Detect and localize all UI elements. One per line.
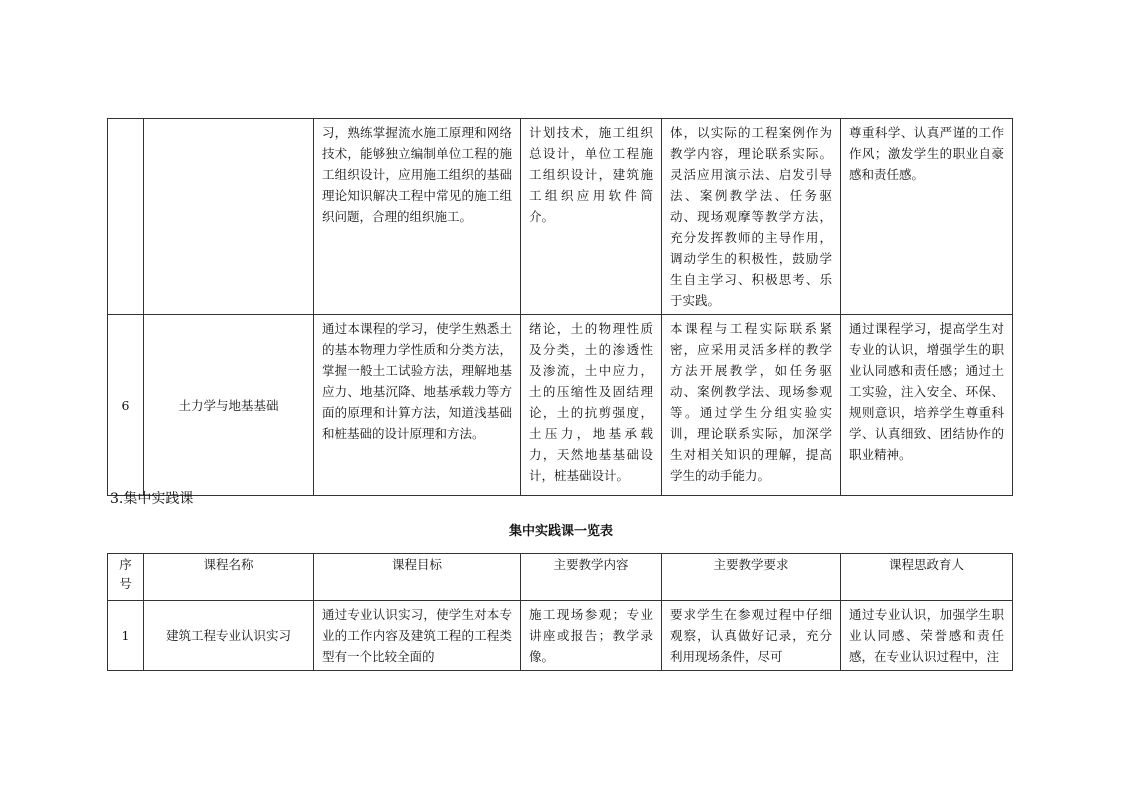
header-teaching-requirement: 主要教学要求 (662, 554, 841, 601)
header-no: 序号 (108, 554, 144, 601)
cell-teaching-requirement: 要求学生在参观过程中仔细观察，认真做好记录，充分利用现场条件，尽可 (662, 601, 841, 671)
header-course-name: 课程名称 (144, 554, 314, 601)
table-caption: 集中实践课一览表 (508, 524, 613, 539)
cell-course-goal: 习，熟练掌握流水施工原理和网络技术，能够独立编制单位工程的施工组织设计，应用施工组织的基础理论知识解决工程中常见的施工组织问题，合理的组织施工。 (314, 119, 521, 315)
cell-course-name: 土力学与地基基础 (144, 315, 314, 496)
practice-course-table (107, 553, 1013, 671)
table-row (108, 601, 1013, 671)
cell-ideology-education: 通过课程学习，提高学生对专业的认识，增强学生的职业认同感和责任感；通过土工实验，注入安全、环保、规则意识，培养学生尊重科学、认真细致、团结协作的职业精神。 (841, 315, 1013, 496)
cell-ideology-education: 通过专业认识，加强学生职业认同感、荣誉感和责任感，在专业认识过程中，注 (841, 601, 1013, 671)
header-teaching-content: 主要教学内容 (521, 554, 662, 601)
section-heading: 3.集中实践课 (110, 491, 194, 507)
cell-course-name (144, 119, 314, 315)
cell-no (108, 119, 144, 315)
cell-course-goal: 通过专业认识实习，使学生对本专业的工作内容及建筑工程的工程类型有一个比较全面的 (314, 601, 521, 671)
header-ideology-education: 课程思政育人 (841, 554, 1013, 601)
cell-ideology-education: 尊重科学、认真严谨的工作作风；激发学生的职业自豪感和责任感。 (841, 119, 1013, 315)
cell-no: 6 (108, 315, 144, 496)
header-course-goal: 课程目标 (314, 554, 521, 601)
cell-course-goal: 通过本课程的学习，使学生熟悉土的基本物理力学性质和分类方法，掌握一般土工试验方法，理解地基应力、地基沉降、地基承载力等方面的原理和计算方法，知道浅基础和桩基础的设计原理和方法。 (314, 315, 521, 496)
cell-no: 1 (108, 601, 144, 671)
table-row (108, 315, 1013, 496)
cell-teaching-requirement: 本课程与工程实际联系紧密，应采用灵活多样的教学方法开展教学，如任务驱动、案例教学法、现场参观等。通过学生分组实验实训，理论联系实际，加深学生对相关知识的理解，提高学生的动手能力。 (662, 315, 841, 496)
cell-teaching-content: 绪论，土的物理性质及分类，土的渗透性及渗流，土中应力，土的压缩性及固结理论，土的抗剪强度，土压力，地基承载力，天然地基基础设计，桩基础设计。 (521, 315, 662, 496)
course-table-continued (107, 118, 1013, 496)
table-header-row (108, 554, 1013, 601)
cell-teaching-requirement: 体，以实际的工程案例作为教学内容，理论联系实际。灵活应用演示法、启发引导法、案例教学法、任务驱动、现场观摩等教学方法，充分发挥教师的主导作用，调动学生的积极性，鼓励学生自主学习、积极思考、乐于实践。 (662, 119, 841, 315)
cell-course-name: 建筑工程专业认识实习 (144, 601, 314, 671)
cell-teaching-content: 计划技术，施工组织总设计，单位工程施工组织设计，建筑施工组织应用软件简介。 (521, 119, 662, 315)
table-row (108, 119, 1013, 315)
cell-teaching-content: 施工现场参观；专业讲座或报告；教学录像。 (521, 601, 662, 671)
